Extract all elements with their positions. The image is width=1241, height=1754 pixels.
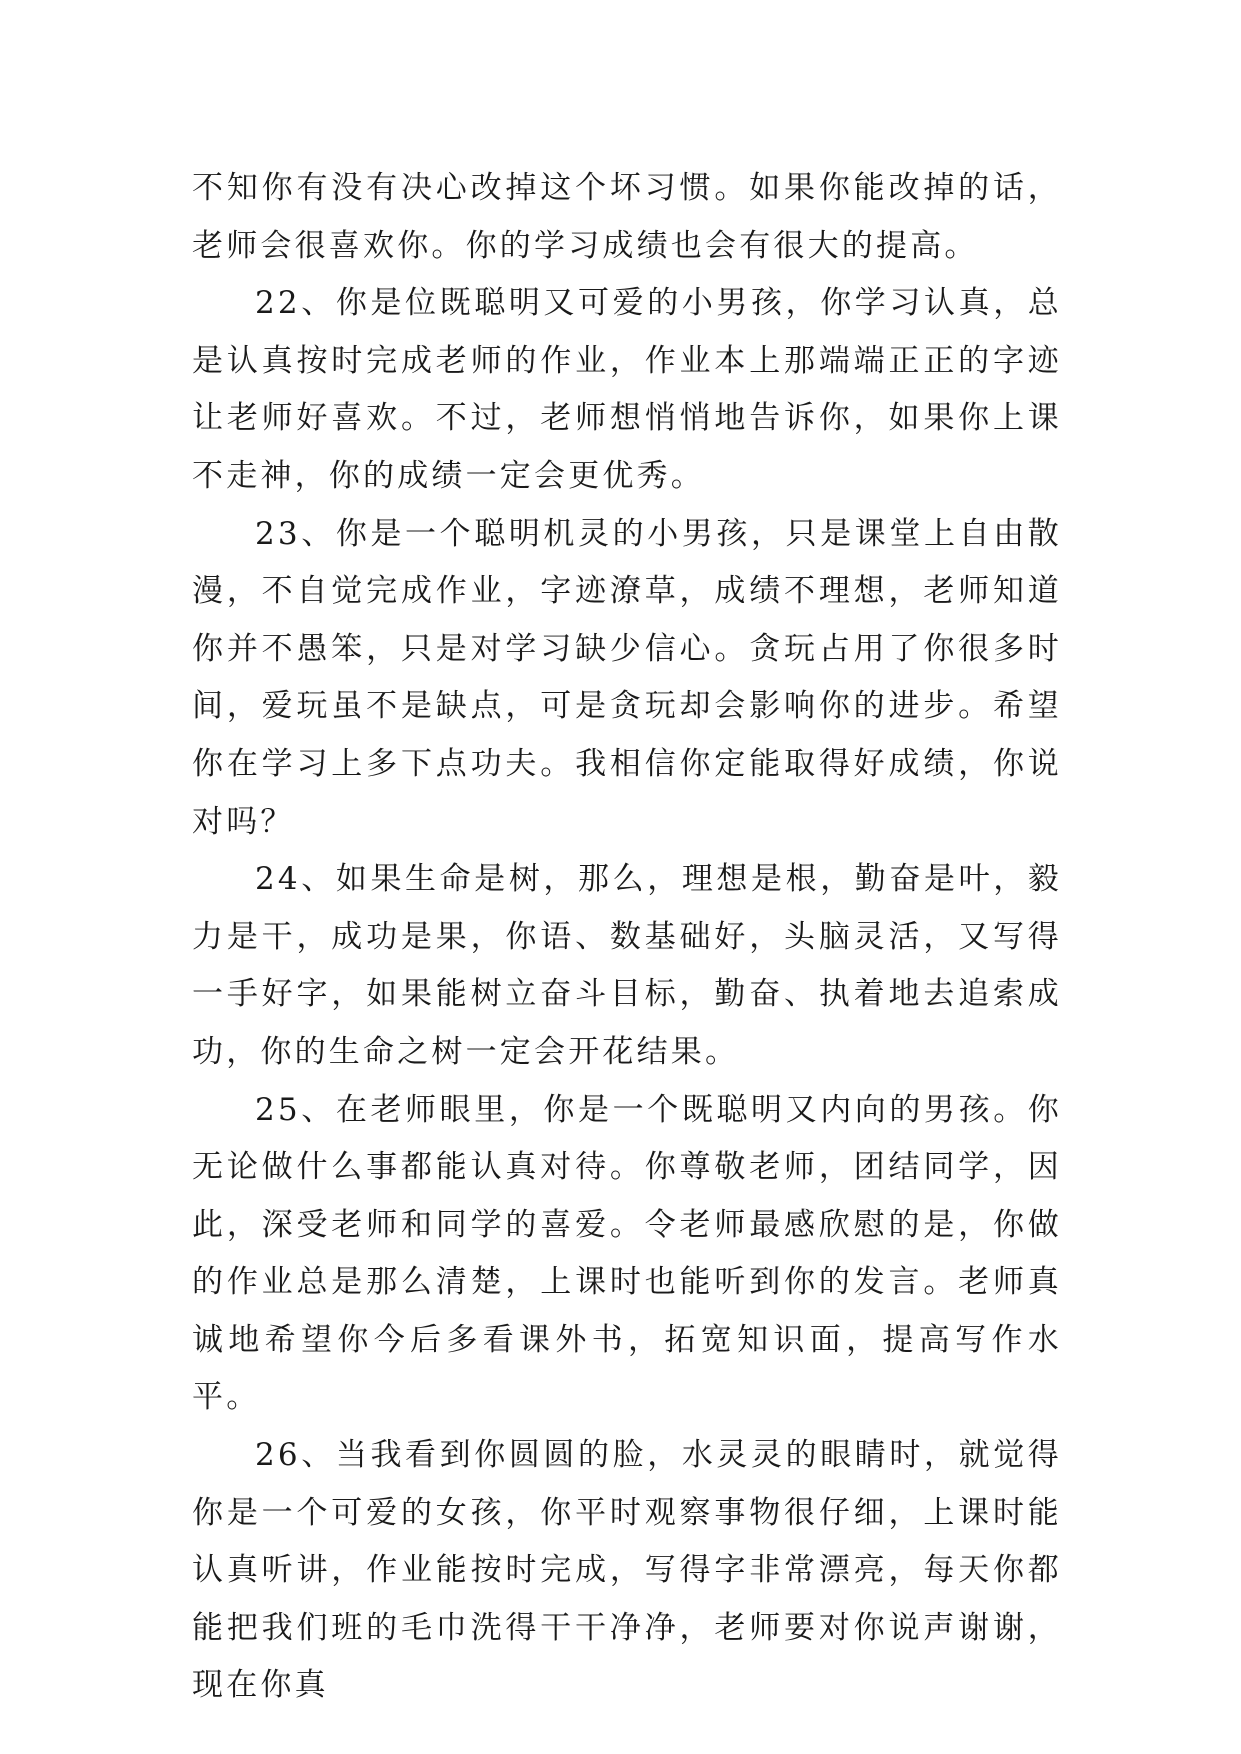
paragraph-21-continued: 不知你有没有决心改掉这个坏习惯。如果你能改掉的话，老师会很喜欢你。你的学习成绩也会有很大的提高。 <box>192 170 1062 264</box>
paragraph-23: 23、你是一个聪明机灵的小男孩，只是课堂上自由散漫，不自觉完成作业，字迹潦草，成绩不理想，老师知道你并不愚笨，只是对学习缺少信心。贪玩占用了你很多时间，爱玩虽不是缺点，可是贪玩却会影响你的进步。希望你在学习上多下点功夫。我相信你定能取得好成绩，你说对吗？ <box>192 515 1062 840</box>
paragraph-22: 22、你是位既聪明又可爱的小男孩，你学习认真，总是认真按时完成老师的作业，作业本上那端端正正的字迹让老师好喜欢。不过，老师想悄悄地告诉你，如果你上课不走神，你的成绩一定会更优秀。 <box>192 285 1062 494</box>
paragraph-26: 26、当我看到你圆圆的脸，水灵灵的眼睛时，就觉得你是一个可爱的女孩，你平时观察事物很仔细，上课时能认真听讲，作业能按时完成，写得字非常漂亮，每天你都能把我们班的毛巾洗得干干净净，老师要对你说声谢谢，现在你真 <box>192 1437 1062 1704</box>
paragraph-25: 25、在老师眼里，你是一个既聪明又内向的男孩。你无论做什么事都能认真对待。你尊敬老师，团结同学，因此，深受老师和同学的喜爱。令老师最感欣慰的是，你做的作业总是那么清楚，上课时也能听到你的发言。老师真诚地希望你今后多看课外书，拓宽知识面，提高写作水平。 <box>192 1091 1062 1416</box>
document-body <box>192 160 1062 1715</box>
paragraph-24: 24、如果生命是树，那么，理想是根，勤奋是叶，毅力是干，成功是果，你语、数基础好，头脑灵活，又写得一手好字，如果能树立奋斗目标，勤奋、执着地去追索成功，你的生命之树一定会开花结果。 <box>192 861 1062 1070</box>
